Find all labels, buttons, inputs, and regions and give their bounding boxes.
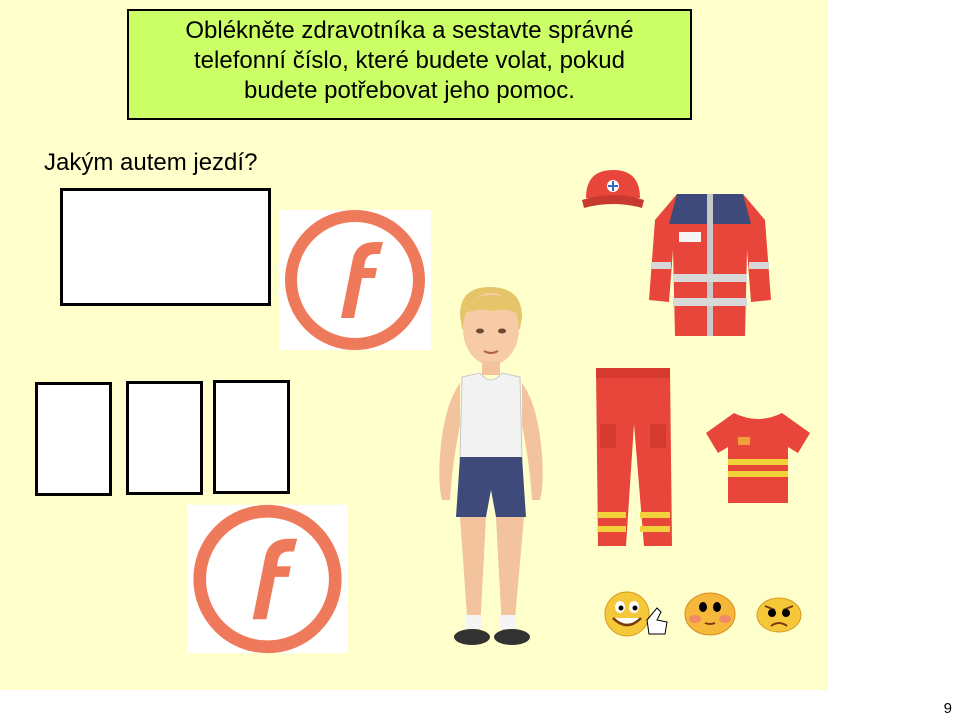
instruction-line-1: Oblékněte zdravotníka a sestavte správné — [185, 17, 634, 44]
thumbs-up-smiley[interactable] — [601, 590, 671, 638]
phone-digit-box-2[interactable] — [126, 381, 203, 495]
instruction-line-2: telefonní číslo, které budete volat, pokud — [194, 47, 625, 74]
phone-digit-box-3[interactable] — [213, 380, 290, 494]
instruction-line-3: budete potřebovat jeho pomoc. — [244, 77, 575, 104]
red-tshirt-icon[interactable] — [704, 409, 812, 505]
letter-f-circle-logo[interactable] — [279, 210, 431, 350]
letter-f-circle-logo-2[interactable] — [187, 504, 348, 654]
instruction-box — [127, 9, 692, 120]
paper-doll-figure — [430, 285, 550, 655]
question-text: Jakým autem jezdí? — [44, 149, 258, 176]
car-answer-box[interactable] — [60, 188, 271, 306]
sad-smiley[interactable] — [755, 596, 803, 634]
red-trousers-icon[interactable] — [592, 364, 674, 548]
phone-digit-box-1[interactable] — [35, 382, 112, 496]
red-jacket-icon[interactable] — [647, 190, 773, 338]
blushing-smiley[interactable] — [683, 591, 737, 637]
page-number: 9 — [943, 700, 952, 717]
red-cap-icon[interactable] — [580, 166, 646, 212]
